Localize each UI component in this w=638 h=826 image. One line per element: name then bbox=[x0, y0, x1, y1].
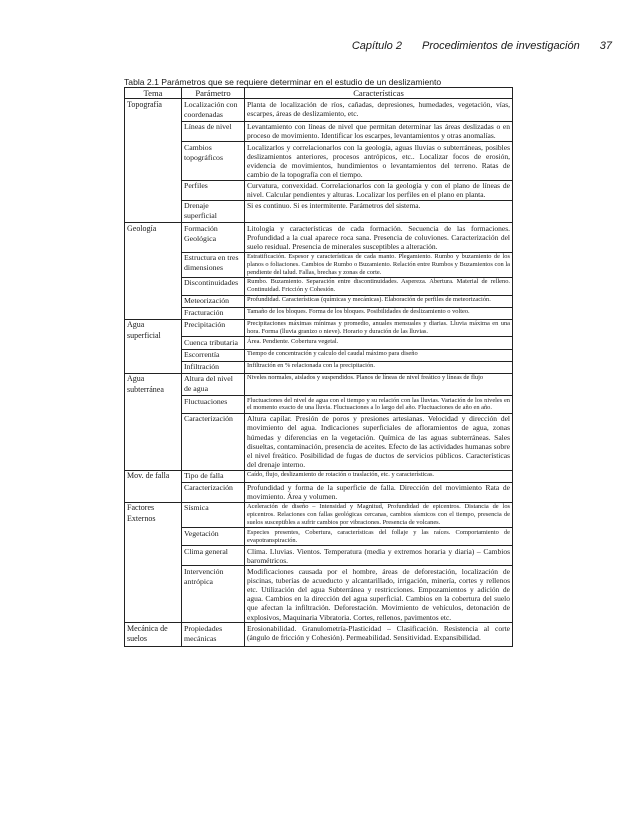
table-row bbox=[125, 413, 513, 470]
table-row bbox=[125, 223, 513, 252]
table-row bbox=[125, 142, 513, 181]
characteristics-cell: Si es continuo. Si es intermitente. Parámetros del sistema. bbox=[245, 200, 513, 222]
characteristics-cell: Levantamiento con líneas de nivel que permitan determinar las áreas deslizadas o en proceso de movimiento. Identificar los escarpes, levantamientos y otras anomalías. bbox=[245, 121, 513, 141]
characteristics-cell: Niveles normales, aislados y suspendidos. Planos de líneas de nivel freático y líneas de flujo bbox=[245, 373, 513, 395]
parameter-cell: Localización con coordenadas bbox=[182, 99, 245, 121]
table-row bbox=[125, 373, 513, 395]
table-row bbox=[125, 200, 513, 222]
characteristics-cell: Curvatura, convexidad. Correlacionarlos con la geología y con el plano de líneas de nivel. Calcular pendientes y alturas. Localizar los perfiles en el plano en planta. bbox=[245, 180, 513, 200]
characteristics-cell: Clima. Lluvias. Vientos. Temperatura (media y extremos horaria y diaria) – Cambios barométricos. bbox=[245, 546, 513, 566]
parameter-cell: Escorrentía bbox=[182, 349, 245, 361]
parameter-cell: Fracturación bbox=[182, 307, 245, 319]
table-row bbox=[125, 502, 513, 527]
parameter-cell: Líneas de nivel bbox=[182, 121, 245, 141]
header-caracteristicas: Características bbox=[245, 88, 513, 99]
tema-cell: Agua subterránea bbox=[125, 373, 182, 470]
characteristics-cell: Infiltración en % relacionada con la precipitación. bbox=[245, 361, 513, 373]
chapter-title: Procedimientos de investigación bbox=[421, 40, 580, 52]
parameter-cell: Altura del nivel de agua bbox=[182, 373, 245, 395]
characteristics-cell: Área. Pendiente. Cobertura vegetal. bbox=[245, 337, 513, 349]
table-row bbox=[125, 361, 513, 373]
tema-cell: Mov. de falla bbox=[125, 470, 182, 502]
header-parametro: Parámetro bbox=[182, 88, 245, 99]
parameter-cell: Caracterización bbox=[182, 482, 245, 502]
tema-cell: Agua superficial bbox=[125, 319, 182, 373]
chapter-label: Capítulo 2 bbox=[351, 40, 402, 52]
table-caption: Tabla 2.1 Parámetros que se requiere determinar en el estudio de un deslizamiento bbox=[124, 77, 442, 87]
table-row bbox=[125, 121, 513, 141]
characteristics-cell: Erosionabilidad. Granulometría-Plasticidad – Clasificación. Resistencia al corte (ángulo de fricción y Cohesión). Permeabilidad. Sensitividad. Expansibilidad. bbox=[245, 623, 513, 647]
characteristics-cell: Caído, flujo, deslizamiento de rotación o traslación, etc. y características. bbox=[245, 470, 513, 482]
header-tema: Tema bbox=[125, 88, 182, 99]
parameter-cell: Precipitación bbox=[182, 319, 245, 337]
table-row bbox=[125, 470, 513, 482]
characteristics-cell: Litología y características de cada formación. Secuencia de las formaciones. Profundidad a la cual aparece roca sana. Presencia de coluviones. Caracterización del suelo residual. Presencia de minerales susceptibles a alteración. bbox=[245, 223, 513, 252]
table-header-row bbox=[125, 88, 513, 99]
table-row bbox=[125, 295, 513, 307]
characteristics-cell: Profundidad. Características (químicas y mecánicas). Elaboración de perfiles de meteorización. bbox=[245, 295, 513, 307]
parameters-table bbox=[124, 87, 513, 647]
tema-cell: Factores Externos bbox=[125, 502, 182, 622]
characteristics-cell: Estratificación. Espesor y características de cada manto. Plegamiento. Rumbo y buzamiento de los planos o foliaciones. Cambios de Rumbo o Buzamiento. Relación entre Rumbos y Buzamientos con la pendiente del talud. Fallas, brechas y zonas de corte. bbox=[245, 252, 513, 277]
parameter-cell: Formación Geológica bbox=[182, 223, 245, 252]
characteristics-cell: Rumbo. Buzamiento. Separación entre discontinuidades. Aspereza. Abertura. Material de relleno. Continuidad. Fricción y Cohesión. bbox=[245, 277, 513, 295]
characteristics-cell: Localizarlos y correlacionarlos con la geología, aguas lluvias o subterráneas, posibles deslizamientos anteriores, procesos antrópicos, etc.. Localizar focos de erosión, evidencia de movimientos, hundimientos o levantamientos del terreno. Ratas de cambio de la topografía con el tiempo. bbox=[245, 142, 513, 181]
table-row bbox=[125, 277, 513, 295]
table-row bbox=[125, 180, 513, 200]
parameter-cell: Fluctuaciones bbox=[182, 396, 245, 414]
page-number: 37 bbox=[599, 40, 612, 52]
parameter-cell: Cuenca tributaria bbox=[182, 337, 245, 349]
table-row bbox=[125, 252, 513, 277]
parameter-cell: Intervención antrópica bbox=[182, 566, 245, 623]
characteristics-cell: Planta de localización de ríos, cañadas, depresiones, humedades, vegetación, vías, escarpes, áreas de deslizamiento, etc. bbox=[245, 99, 513, 121]
table-row bbox=[125, 482, 513, 502]
table-row bbox=[125, 528, 513, 546]
parameter-cell: Tipo de falla bbox=[182, 470, 245, 482]
parameter-cell: Clima general bbox=[182, 546, 245, 566]
parameter-cell: Drenaje superficial bbox=[182, 200, 245, 222]
table-row bbox=[125, 349, 513, 361]
page-header bbox=[0, 40, 612, 52]
characteristics-cell: Tiempo de concentración y calculo del caudal máximo para diseño bbox=[245, 349, 513, 361]
table-row bbox=[125, 546, 513, 566]
parameter-cell: Infiltración bbox=[182, 361, 245, 373]
table-row bbox=[125, 566, 513, 623]
table-row bbox=[125, 319, 513, 337]
table-row bbox=[125, 307, 513, 319]
characteristics-cell: Profundidad y forma de la superficie de falla. Dirección del movimiento Rata de movimiento. Área y volumen. bbox=[245, 482, 513, 502]
characteristics-cell: Tamaño de los bloques. Forma de los bloques. Posibilidades de deslizamiento o volteo. bbox=[245, 307, 513, 319]
parameter-cell: Cambios topográficos bbox=[182, 142, 245, 181]
characteristics-cell: Especies presentes, Cobertura, características del follaje y las raíces. Comportamiento de evapotranspiración. bbox=[245, 528, 513, 546]
tema-cell: Geología bbox=[125, 223, 182, 320]
parameter-cell: Propiedades mecánicas bbox=[182, 623, 245, 647]
table-row bbox=[125, 99, 513, 121]
table-row bbox=[125, 337, 513, 349]
characteristics-cell: Aceleración de diseño – Intensidad y Magnitud, Profundidad de epicentros. Distancia de los epicentros. Relaciones con fallas geológicas cercanas, cambios sísmicos con el tiempo, presencia de suelos susceptibles a sufrir cambios por vibraciones. Presencia de volcanes. bbox=[245, 502, 513, 527]
parameter-cell: Caracterización bbox=[182, 413, 245, 470]
parameter-cell: Estructura en tres dimensiones bbox=[182, 252, 245, 277]
characteristics-cell: Precipitaciones máximas mínimas y promedio, anuales mensuales y diarias. Lluvia máxima en una hora. Forma (lluvia granizo o nieve). Horario y duración de las lluvias. bbox=[245, 319, 513, 337]
parameter-cell: Discontinuidades bbox=[182, 277, 245, 295]
parameter-cell: Sísmica bbox=[182, 502, 245, 527]
characteristics-cell: Modificaciones causada por el hombre, áreas de deforestación, localización de piscinas, tuberías de acueducto y alcantarillado, irrigación, minería, cortes y rellenos etc. Utilización del agua Subterránea y restricciones. Empozamientos y adición de agua. Cambios en la dirección del agua superficial. Cambios en la cobertura del suelo que afectan la infiltración. Deforestación. Movimiento de vehículos, detonación de explosivos, Maquinaria Vibratoria. Cortes, rellenos, pavimentos etc. bbox=[245, 566, 513, 623]
characteristics-cell: Fluctuaciones del nivel de agua con el tiempo y su relación con las lluvias. Variación de los niveles en el momento exacto de una lluvia. Fluctuaciones a lo largo del año. Fluctuaciones de año en año. bbox=[245, 396, 513, 414]
tema-cell: Topografía bbox=[125, 99, 182, 223]
parameter-cell: Vegetación bbox=[182, 528, 245, 546]
table-row bbox=[125, 623, 513, 647]
characteristics-cell: Altura capilar. Presión de poros y presiones artesianas. Velocidad y dirección del movimiento del agua. Indicaciones superficiales de afloramientos de agua, zonas húmedas y diferencias en la vegetación. Química de las aguas subterráneas. Sales disueltas, contaminación, presencia de aceites. Efecto de las actividades humanas sobre el nivel freático. Posibilidad de fugas de ductos de servicios públicos. Características del drenaje interno. bbox=[245, 413, 513, 470]
parameter-cell: Meteorización bbox=[182, 295, 245, 307]
parameter-cell: Perfiles bbox=[182, 180, 245, 200]
tema-cell: Mecánica de suelos bbox=[125, 623, 182, 647]
table-row bbox=[125, 396, 513, 414]
